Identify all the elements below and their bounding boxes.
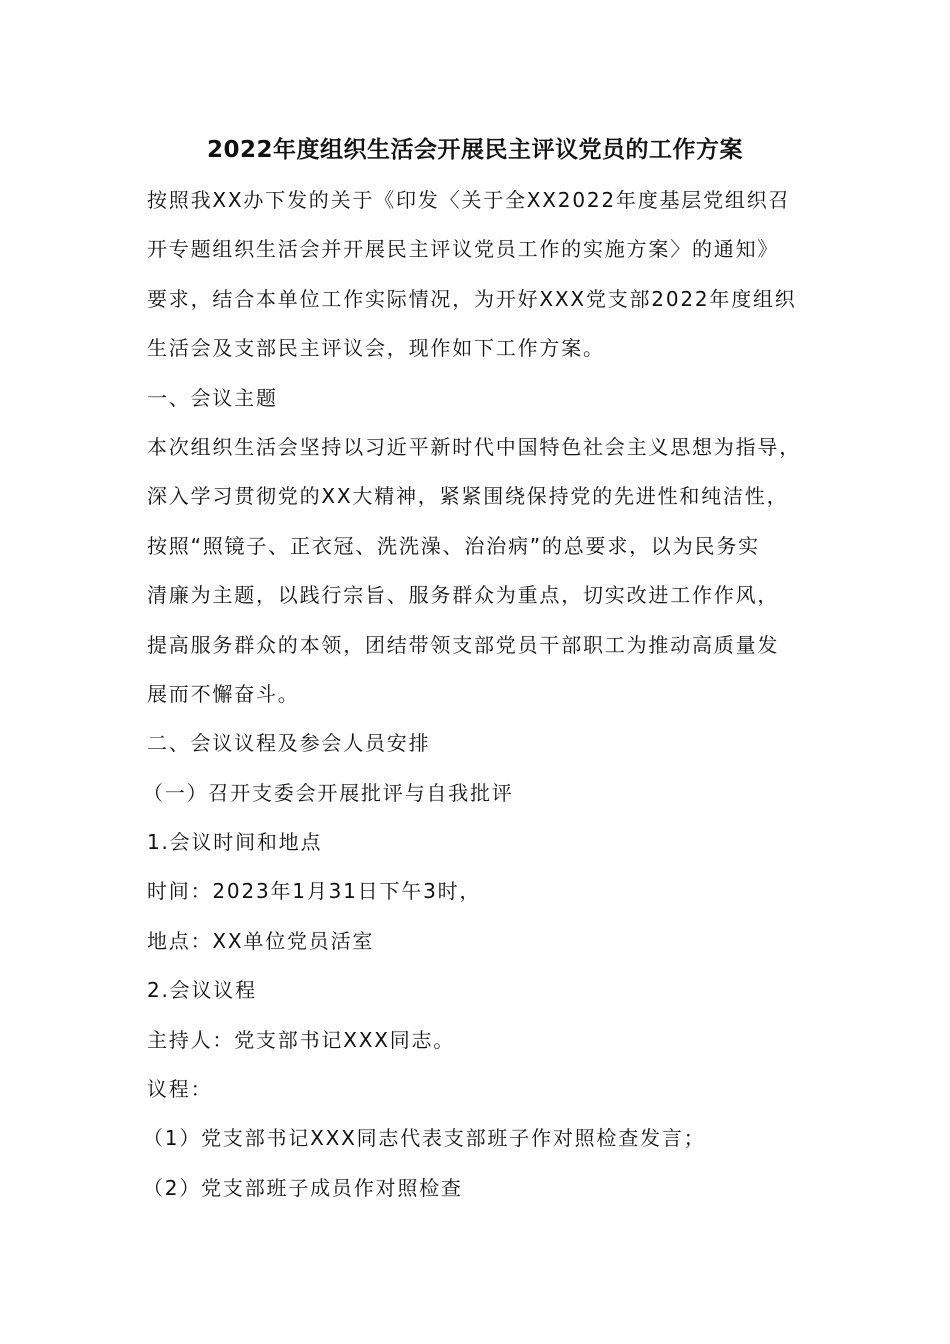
meeting-time: 时间：2023年1月31日下午3时， xyxy=(147,879,482,904)
paragraph-line: 按照“照镜子、正衣冠、洗洗澡、治治病”的总要求，以为民务实 xyxy=(147,533,760,558)
paragraph-line: 按照我XX办下发的关于《印发〈关于全XX2022年度基层党组织召 xyxy=(147,188,791,212)
document-body xyxy=(143,180,817,1217)
subsection-heading: （一）召开支委会开展批评与自我批评 xyxy=(143,780,514,805)
paragraph-line: 生活会及支部民主评议会，现作如下工作方案。 xyxy=(147,336,605,361)
section-heading-2: 二、会议议程及参会人员安排 xyxy=(147,731,431,756)
paragraph-line: 展而不懈奋斗。 xyxy=(147,681,300,706)
paragraph-line: 开专题组织生活会并开展民主评议党员工作的实施方案〉的通知》 xyxy=(147,237,780,262)
agenda-item: （2）党支部班子成员作对照检查 xyxy=(143,1175,463,1200)
meeting-host: 主持人：党支部书记XXX同志。 xyxy=(147,1027,456,1052)
meeting-location: 地点：XX单位党员活室 xyxy=(147,928,375,953)
paragraph-line: 深入学习贯彻党的XX大精神，紧紧围绕保持党的先进性和纯洁性， xyxy=(147,484,789,509)
section-heading-1: 一、会议主题 xyxy=(147,385,278,410)
paragraph-line: 清廉为主题，以践行宗旨、服务群众为重点，切实改进工作作风， xyxy=(147,583,780,608)
paragraph-line: 本次组织生活会坚持以习近平新时代中国特色社会主义思想为指导， xyxy=(147,434,801,459)
agenda-item: （1）党支部书记XXX同志代表支部班子作对照检查发言； xyxy=(143,1126,706,1151)
paragraph-line: 要求，结合本单位工作实际情况，为开好XXX党支部2022年度组织 xyxy=(147,286,797,311)
paragraph-line: 提高服务群众的本领，团结带领支部党员干部职工为推动高质量发 xyxy=(147,632,780,657)
item-heading: 2.会议议程 xyxy=(147,978,257,1003)
item-heading: 1.会议时间和地点 xyxy=(147,830,323,855)
document-title: 2022年度组织生活会开展民主评议党员的工作方案 xyxy=(206,137,743,163)
agenda-label: 议程： xyxy=(147,1077,213,1102)
